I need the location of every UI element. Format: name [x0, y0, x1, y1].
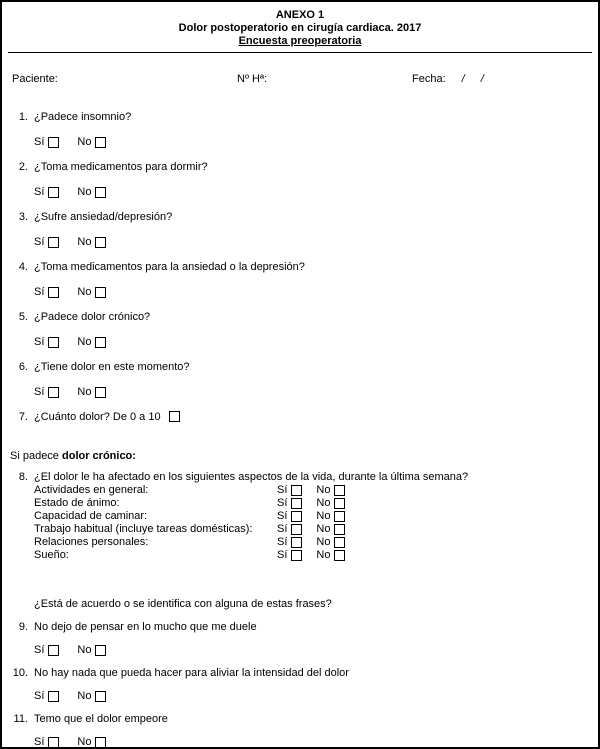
question-text: No hay nada que pueda hacer para aliviar la intensidad del dolor — [34, 667, 349, 679]
question-number: 4. — [18, 261, 28, 273]
aspect-label: Relaciones personales: — [34, 536, 149, 548]
form-subtitle2: Encuesta preoperatoria — [238, 35, 362, 47]
aspect-row-sleep — [34, 549, 590, 562]
history-number-field-label[interactable]: Nº Hª: — [237, 73, 268, 85]
question-10 — [10, 667, 590, 703]
aspect-label: Sueño: — [34, 549, 69, 561]
question-text: ¿Toma medicamentos para la ansiedad o la depresión? — [34, 261, 305, 273]
no-checkbox[interactable] — [334, 550, 345, 561]
no-label: No — [77, 136, 92, 148]
no-label: No — [77, 386, 92, 398]
yes-checkbox[interactable] — [291, 537, 302, 548]
yes-checkbox[interactable] — [291, 550, 302, 561]
yes-checkbox[interactable] — [48, 237, 59, 248]
no-checkbox[interactable] — [334, 524, 345, 535]
aspect-label: Actividades en general: — [34, 484, 149, 496]
question-4 — [10, 261, 590, 299]
question-3 — [10, 211, 590, 249]
question-number: 6. — [18, 361, 28, 373]
no-label: No — [316, 549, 331, 561]
no-checkbox[interactable] — [95, 737, 106, 748]
no-label: No — [77, 644, 92, 656]
no-cell — [316, 523, 345, 536]
form-header — [2, 2, 598, 48]
yes-cell — [277, 549, 302, 562]
yes-checkbox[interactable] — [48, 387, 59, 398]
question-text: Temo que el dolor empeore — [34, 713, 168, 725]
no-checkbox[interactable] — [334, 537, 345, 548]
question-number: 10. — [12, 667, 28, 679]
intro-text-bold: dolor crónico: — [62, 450, 136, 462]
yes-cell — [277, 497, 302, 510]
identification-fields — [10, 73, 590, 87]
question-5 — [10, 311, 590, 349]
yes-label: Sí — [277, 484, 288, 496]
no-checkbox[interactable] — [95, 287, 106, 298]
yes-label: Sí — [34, 690, 45, 702]
questions-list — [10, 111, 590, 424]
question-number: 9. — [18, 621, 28, 633]
yes-label: Sí — [277, 497, 288, 509]
yes-label: Sí — [34, 186, 45, 198]
question-text: ¿Padece dolor crónico? — [34, 311, 151, 323]
no-label: No — [316, 536, 331, 548]
no-label: No — [77, 186, 92, 198]
yes-label: Sí — [34, 336, 45, 348]
no-checkbox[interactable] — [95, 237, 106, 248]
yes-cell — [277, 484, 302, 497]
yes-label: Sí — [34, 236, 45, 248]
form-title: ANEXO 1 — [275, 9, 325, 21]
yes-checkbox[interactable] — [48, 287, 59, 298]
form-subtitle: Dolor postoperatorio en cirugía cardiaca. 2017 — [178, 22, 422, 34]
question-2 — [10, 161, 590, 199]
aspect-label: Estado de ánimo: — [34, 497, 120, 509]
question-1 — [10, 111, 590, 149]
answer-row — [34, 644, 590, 657]
question-text: ¿Sufre ansiedad/depresión? — [34, 211, 173, 223]
question-text: ¿Padece insomnio? — [34, 111, 132, 123]
question-text: ¿Toma medicamentos para dormir? — [34, 161, 208, 173]
aspect-row-usual-work — [34, 523, 590, 536]
question-number: 1. — [18, 111, 28, 123]
yes-checkbox[interactable] — [291, 485, 302, 496]
no-checkbox[interactable] — [334, 498, 345, 509]
aspect-row-general-activities — [34, 484, 590, 497]
no-checkbox[interactable] — [95, 387, 106, 398]
life-aspects-list — [34, 484, 590, 562]
yes-checkbox[interactable] — [291, 498, 302, 509]
chronic-pain-section-intro — [10, 450, 590, 463]
question-9 — [10, 621, 590, 657]
answer-row — [34, 236, 590, 249]
no-label: No — [316, 523, 331, 535]
aspect-label: Trabajo habitual (incluye tareas domésticas): — [34, 523, 253, 535]
question-6 — [10, 361, 590, 399]
no-label: No — [316, 510, 331, 522]
yes-label: Sí — [34, 644, 45, 656]
no-checkbox[interactable] — [95, 187, 106, 198]
question-number: 2. — [18, 161, 28, 173]
no-cell — [316, 484, 345, 497]
yes-label: Sí — [277, 510, 288, 522]
date-field[interactable] — [412, 73, 484, 85]
question-number: 8. — [18, 471, 28, 483]
answer-row — [34, 186, 590, 199]
no-checkbox[interactable] — [95, 691, 106, 702]
yes-label: Sí — [277, 549, 288, 561]
form-content — [2, 73, 598, 749]
question-number: 5. — [18, 311, 28, 323]
date-field-label: Fecha: — [412, 73, 446, 85]
question-8 — [10, 471, 590, 562]
question-text: ¿Tiene dolor en este momento? — [34, 361, 190, 373]
no-label: No — [77, 236, 92, 248]
no-cell — [316, 549, 345, 562]
statements-list — [10, 621, 590, 749]
no-cell — [316, 536, 345, 549]
no-label: No — [77, 286, 92, 298]
no-label: No — [77, 336, 92, 348]
yes-label: Sí — [277, 523, 288, 535]
question-text: No dejo de pensar en lo mucho que me duele — [34, 621, 257, 633]
no-checkbox[interactable] — [95, 645, 106, 656]
answer-row — [34, 386, 590, 399]
answer-row — [34, 736, 590, 749]
intro-text: Si padece — [10, 450, 59, 462]
yes-checkbox[interactable] — [48, 137, 59, 148]
yes-label: Sí — [34, 736, 45, 748]
yes-checkbox[interactable] — [48, 737, 59, 748]
yes-cell — [277, 523, 302, 536]
no-checkbox[interactable] — [95, 137, 106, 148]
date-slash: / — [480, 73, 484, 85]
no-cell — [316, 497, 345, 510]
question-number: 3. — [18, 211, 28, 223]
no-checkbox[interactable] — [95, 337, 106, 348]
no-checkbox[interactable] — [334, 485, 345, 496]
yes-label: Sí — [277, 536, 288, 548]
pain-level-checkbox[interactable] — [169, 411, 180, 422]
answer-row — [34, 286, 590, 299]
aspect-row-personal-relationships — [34, 536, 590, 549]
question-text: ¿El dolor le ha afectado en los siguientes aspectos de la vida, durante la última semana? — [34, 471, 469, 483]
answer-row — [34, 136, 590, 149]
header-divider — [8, 52, 592, 53]
answer-row — [34, 336, 590, 349]
question-number: 11. — [13, 713, 28, 725]
question-11 — [10, 713, 590, 749]
yes-label: Sí — [34, 386, 45, 398]
question-number: 7. — [18, 411, 28, 423]
yes-checkbox[interactable] — [48, 691, 59, 702]
yes-cell — [277, 536, 302, 549]
question-7 — [10, 411, 590, 424]
yes-label: Sí — [34, 286, 45, 298]
no-label: No — [316, 497, 331, 509]
aspect-label: Capacidad de caminar: — [34, 510, 148, 522]
aspect-row-mood — [34, 497, 590, 510]
no-checkbox[interactable] — [334, 511, 345, 522]
question-text: ¿Cuánto dolor? De 0 a 10 — [34, 411, 161, 423]
no-cell — [316, 510, 345, 523]
answer-row — [34, 690, 590, 703]
patient-field-label[interactable]: Paciente: — [12, 73, 58, 85]
yes-cell — [277, 510, 302, 523]
phrases-agreement-prompt: ¿Está de acuerdo o se identifica con alguna de estas frases? — [34, 598, 332, 610]
yes-checkbox[interactable] — [48, 187, 59, 198]
aspect-row-walking-ability — [34, 510, 590, 523]
yes-checkbox[interactable] — [291, 524, 302, 535]
yes-checkbox[interactable] — [48, 645, 59, 656]
yes-checkbox[interactable] — [291, 511, 302, 522]
no-label: No — [77, 690, 92, 702]
date-slash: / — [461, 73, 465, 85]
no-label: No — [316, 484, 331, 496]
no-label: No — [77, 736, 92, 748]
yes-label: Sí — [34, 136, 45, 148]
yes-checkbox[interactable] — [48, 337, 59, 348]
